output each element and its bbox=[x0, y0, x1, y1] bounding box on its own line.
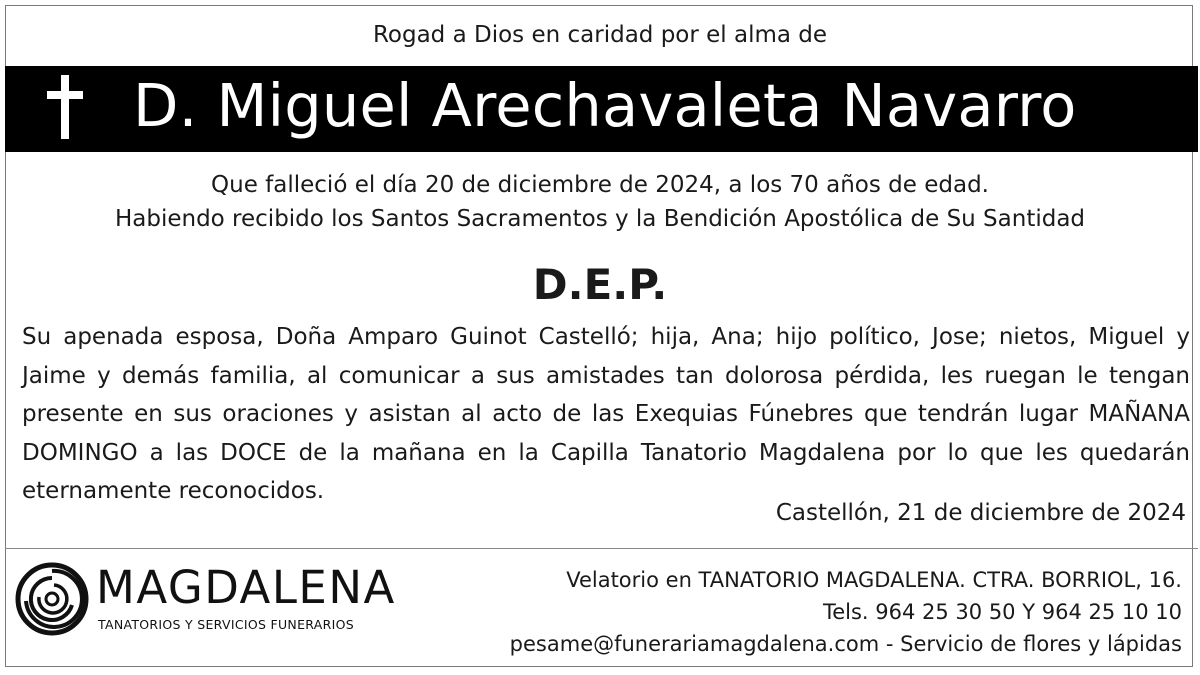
cross-icon bbox=[45, 75, 85, 139]
place-date: Castellón, 21 de diciembre de 2024 bbox=[775, 500, 1186, 526]
spiral-logo-icon bbox=[14, 561, 90, 637]
wake-address: Velatorio en TANATORIO MAGDALENA. CTRA. BORRIOL, 16. bbox=[566, 568, 1182, 592]
family-message bbox=[22, 318, 1190, 511]
email-services: pesame@funerariamagdalena.com - Servicio de flores y lápidas bbox=[509, 632, 1182, 656]
brand-name: MAGDALENA bbox=[96, 561, 396, 614]
deceased-name: D. Miguel Arechavaleta Navarro bbox=[133, 71, 1077, 140]
message-line: eternamente reconocidos. bbox=[22, 478, 325, 504]
message-line: Jaime y demás familia, al comunicar a sus amistades tan dolorosa pérdida, les ruegan le tengan bbox=[22, 362, 1190, 389]
message-line: presente en sus oraciones y asistan al acto de las Exequias Fúnebres que tendrán lugar MAÑANA bbox=[22, 401, 1190, 427]
name-band bbox=[5, 66, 1198, 152]
dep-heading: D.E.P. bbox=[532, 260, 668, 309]
intro-line: Rogad a Dios en caridad por el alma de bbox=[372, 22, 828, 48]
death-line: Que falleció el día 20 de diciembre de 2024, a los 70 años de edad. bbox=[211, 172, 989, 198]
phone-numbers: Tels. 964 25 30 50 Y 964 25 10 10 bbox=[822, 600, 1182, 624]
sacraments-line: Habiendo recibido los Santos Sacramentos y la Bendición Apostólica de Su Santidad bbox=[114, 206, 1086, 232]
message-line: Su apenada esposa, Doña Amparo Guinot Castelló; hija, Ana; hijo político, Jose; nietos, Miguel y bbox=[22, 324, 1190, 350]
footer-divider bbox=[5, 548, 1198, 549]
message-line: DOMINGO a las DOCE de la mañana en la Capilla Tanatorio Magdalena por lo que les quedarán bbox=[22, 439, 1190, 466]
brand-tagline: TANATORIOS Y SERVICIOS FUNERARIOS bbox=[98, 617, 354, 632]
